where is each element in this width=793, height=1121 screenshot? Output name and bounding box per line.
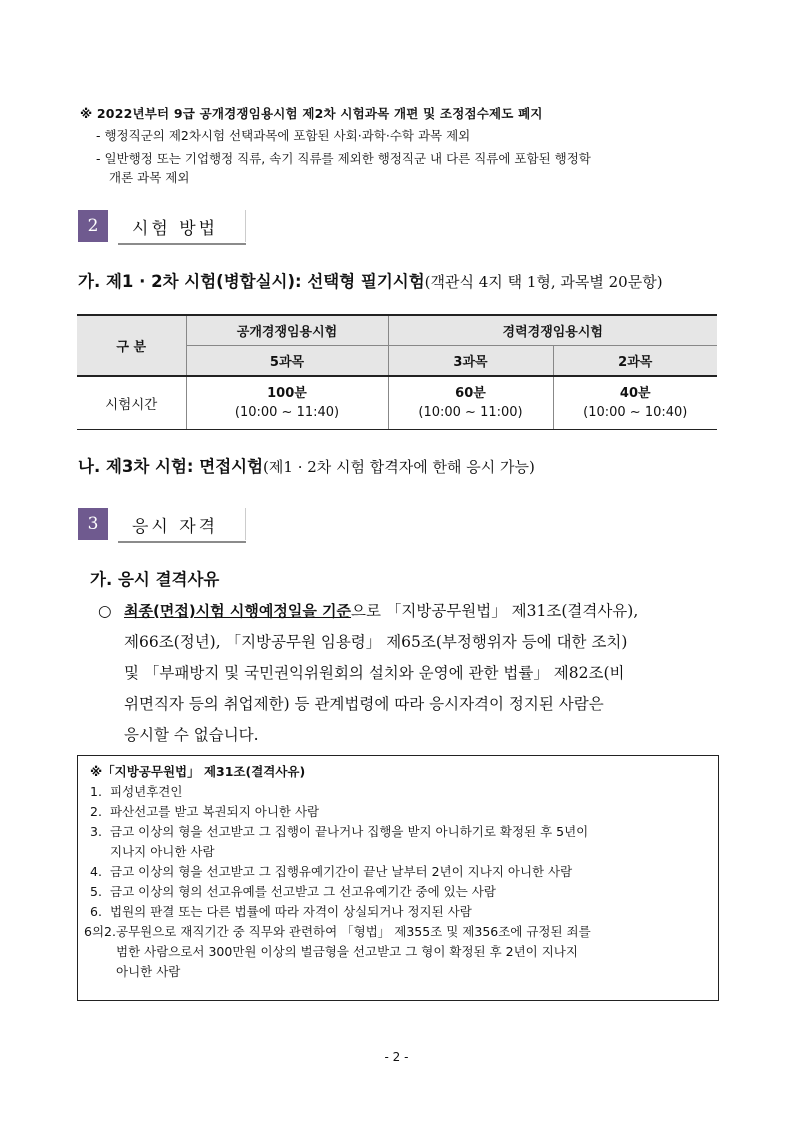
box-item: 5. 금고 이상의 형의 선고유예를 선고받고 그 선고유예기간 중에 있는 사람 xyxy=(90,884,496,899)
section-number: 3 xyxy=(78,508,108,540)
duration: 60분 xyxy=(455,385,486,401)
time-range: (10:00 ~ 11:40) xyxy=(234,404,340,420)
box-item: 6의2.공무원으로 재직기간 중 직무와 관련하여 「형법」 제355조 및 제356조에 규정된 죄를 xyxy=(84,924,591,939)
page-number: - 2 - xyxy=(384,1050,409,1064)
heading-note: (객관식 4지 택 1형, 과목별 20문항) xyxy=(424,273,663,291)
heading-note: (제1 · 2차 시험 합격자에 한해 응시 가능) xyxy=(263,458,535,476)
section-rule xyxy=(118,541,246,543)
paragraph-line: 위면직자 등의 취업제한) 등 관계법령에 따라 응시자격이 정지된 사람은 xyxy=(124,695,604,713)
table-cell xyxy=(388,376,553,429)
section-rule xyxy=(118,243,246,245)
paragraph-line: 제66조(정년), 「지방공무원 임용령」 제65조(부정행위자 등에 대한 조치) xyxy=(124,633,628,651)
box-item: 1. 피성년후견인 xyxy=(90,784,183,799)
paragraph-line: 으로 「지방공무원법」 제31조(결격사유), xyxy=(351,602,639,620)
table-cell xyxy=(553,376,717,429)
time-range: (10:00 ~ 11:00) xyxy=(418,404,523,420)
duration: 40분 xyxy=(619,385,651,401)
box-items xyxy=(84,782,708,982)
heading-bold: 나. 제3차 시험: 면접시험 xyxy=(78,457,264,476)
note-title: ※ 2022년부터 9급 공개경쟁임용시험 제2차 시험과목 개편 및 조정점수제도 폐지 xyxy=(80,106,543,121)
table-header-career: 경력경쟁임용시험 xyxy=(388,315,717,345)
box-item: 6. 법원의 판결 또는 다른 법률에 따라 자격이 상실되거나 정지된 사람 xyxy=(90,904,472,919)
box-item: 지나지 아니한 사람 xyxy=(110,844,215,859)
emphasis: 최종(면접)시험 시행예정일을 기준 xyxy=(124,602,352,620)
section-number: 2 xyxy=(78,210,108,242)
section-title: 시험 방법 xyxy=(118,210,246,242)
section-title: 응시 자격 xyxy=(118,508,246,540)
eligibility-paragraph xyxy=(98,596,728,751)
heading-disqualification: 가. 응시 결격사유 xyxy=(90,570,220,589)
box-title: ※「지방공무원법」 제31조(결격사유) xyxy=(90,764,306,779)
table-header-category: 구 분 xyxy=(77,315,186,376)
exam-table xyxy=(77,314,717,430)
box-item: 범한 사람으로서 300만원 이상의 벌금형을 선고받고 그 형이 확정된 후 2년이 지나지 xyxy=(116,944,578,959)
box-item: 아니한 사람 xyxy=(116,964,181,979)
paragraph-line: 및 「부패방지 및 국민권익위원회의 설치와 운영에 관한 법률」 제82조(비 xyxy=(124,664,625,682)
paragraph-line: 응시할 수 없습니다. xyxy=(124,726,259,744)
heading-bold: 가. 제1 · 2차 시험(병합실시): 선택형 필기시험 xyxy=(78,272,425,291)
heading-interview xyxy=(78,453,535,477)
heading-written-exam xyxy=(78,268,663,292)
table-cell xyxy=(186,376,388,429)
note-item: 개론 과목 제외 xyxy=(109,170,190,185)
duration: 100분 xyxy=(267,385,307,401)
table-row-label: 시험시간 xyxy=(77,376,186,429)
box-item: 4. 금고 이상의 형을 선고받고 그 집행유예기간이 끝난 날부터 2년이 지나지 아니한 사람 xyxy=(90,864,573,879)
box-item: 2. 파산선고를 받고 복권되지 아니한 사람 xyxy=(90,804,320,819)
time-range: (10:00 ~ 10:40) xyxy=(583,404,688,420)
box-item: 3. 금고 이상의 형을 선고받고 그 집행이 끝나거나 집행을 받지 아니하기로 확정된 후 5년이 xyxy=(90,824,589,839)
note-item: - 일반행정 또는 기업행정 직류, 속기 직류를 제외한 행정직군 내 다른 직류에 포함된 행정학 xyxy=(96,151,591,166)
bullet-icon: ○ xyxy=(98,602,112,620)
table-sub-header: 5과목 xyxy=(186,345,388,376)
table-sub-header: 3과목 xyxy=(388,345,553,376)
table-header-public: 공개경쟁임용시험 xyxy=(186,315,388,345)
note-item: - 행정직군의 제2차시험 선택과목에 포함된 사회·과학·수학 과목 제외 xyxy=(96,128,471,143)
law-excerpt-box xyxy=(77,755,719,1001)
table-sub-header: 2과목 xyxy=(553,345,717,376)
